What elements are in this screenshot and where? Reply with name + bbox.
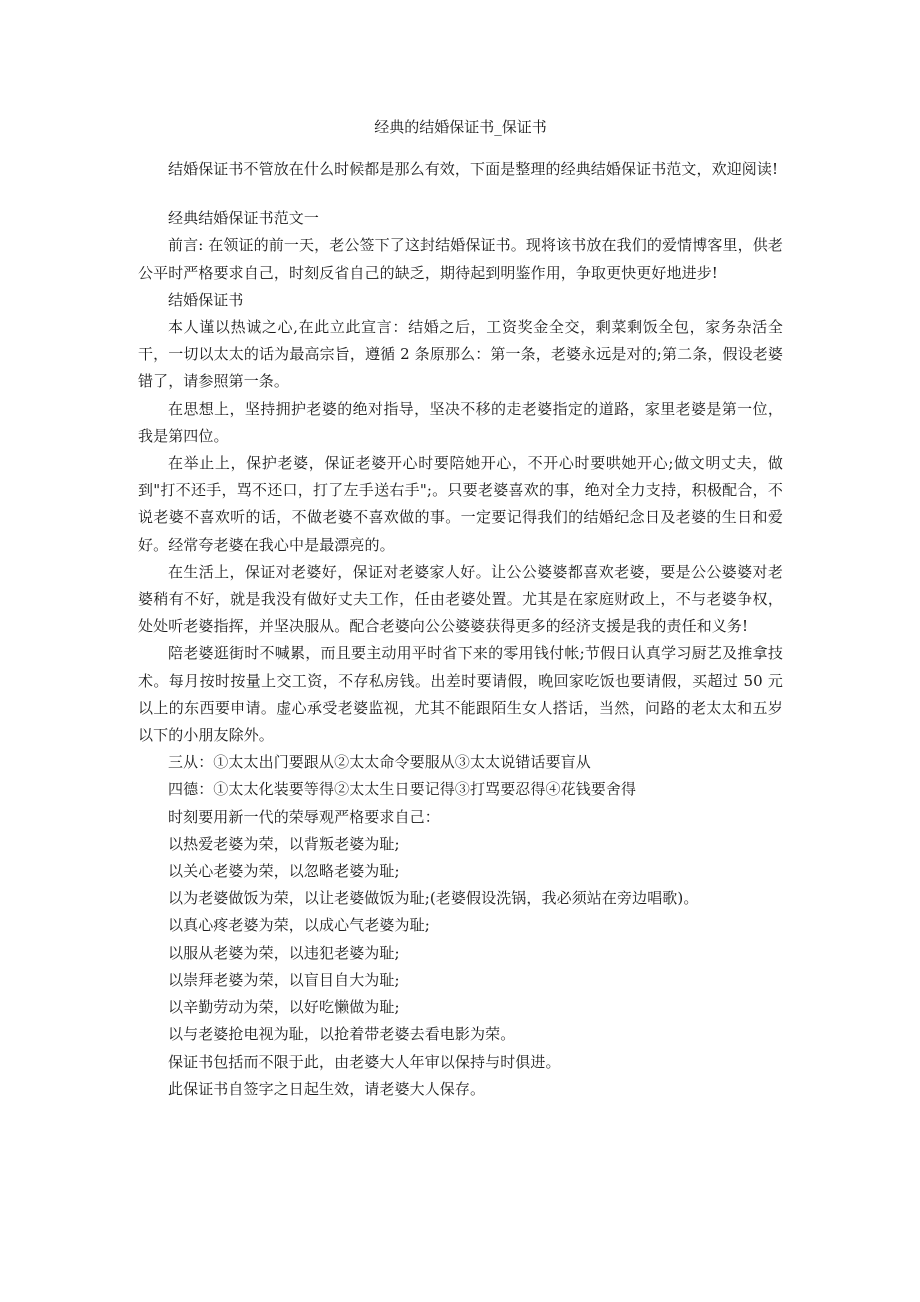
paragraph: 在思想上，坚持拥护老婆的绝对指导，坚决不移的走老婆指定的道路，家里老婆是第一位，我是第四位。 — [138, 399, 783, 445]
paragraph: 四德：①太太化装要等得②太太生日要记得③打骂要忍得④花钱要舍得 — [168, 780, 637, 799]
paragraph: 本人谨以热诚之心,在此立此宣言：结婚之后，工资奖金全交，剩菜剩饭全包，家务杂活全干，一切以太太的话为最高宗旨，遵循 2 条原那么：第一条，老婆永远是对的;第二条，假设老婆错了，请参照第一条。 — [138, 318, 783, 391]
paragraph: 以关心老婆为荣，以忽略老婆为耻; — [168, 862, 400, 881]
paragraph: 陪老婆逛街时不喊累，而且要主动用平时省下来的零用钱付帐;节假日认真学习厨艺及推拿技术。每月按时按量上交工资，不存私房钱。出差时要请假，晚回家吃饭也要请假，买超过 50 元以上的东西要申请。虚心承受老婆监视，尤其不能跟陌生女人搭话，当然，问路的老太太和五岁以下的小朋友除外。 — [138, 644, 783, 745]
paragraph: 以热爱老婆为荣，以背叛老婆为耻; — [168, 834, 400, 853]
spacer — [138, 183, 783, 205]
paragraph: 以真心疼老婆为荣，以成心气老婆为耻; — [168, 916, 430, 935]
paragraph: 以崇拜老婆为荣，以盲目自大为耻; — [168, 970, 400, 989]
intro-paragraph: 结婚保证书不管放在什么时候都是那么有效，下面是整理的经典结婚保证书范文，欢迎阅读! — [168, 160, 779, 178]
paragraph: 以服从老婆为荣，以违犯老婆为耻; — [168, 943, 400, 962]
paragraph: 在举止上，保护老婆，保证老婆开心时要陪她开心，不开心时要哄她开心;做文明丈夫，做到"打不还手，骂不还口，打了左手送右手";。只要老婆喜欢的事，绝对全力支持，积极配合，不说老婆不喜欢听的话，不做老婆不喜欢做的事。一定要记得我们的结婚纪念日及老婆的生日和爱好。经常夸老婆在我心中是最漂亮的。 — [138, 454, 783, 554]
paragraph: 以辛勤劳动为荣，以好吃懒做为耻; — [168, 998, 400, 1017]
section-title: 经典结婚保证书范文一 — [168, 209, 320, 228]
paragraph: 结婚保证书 — [168, 290, 244, 309]
paragraph: 以与老婆抢电视为耻，以抢着带老婆去看电影为荣。 — [168, 1025, 516, 1044]
paragraph: 保证书包括而不限于此，由老婆大人年审以保持与时俱进。 — [168, 1052, 561, 1071]
paragraph: 时刻要用新一代的荣辱观严格要求自己： — [168, 807, 440, 826]
paragraph: 此保证书自签字之日起生效，请老婆大人保存。 — [168, 1079, 486, 1098]
document-page — [138, 116, 783, 1103]
paragraph: 在生活上，保证对老婆好，保证对老婆家人好。让公公婆婆都喜欢老婆，要是公公婆婆对老婆稍有不好，就是我没有做好丈夫工作，任由老婆处置。尤其是在家庭财政上，不与老婆争权，处处听老婆指挥，并坚决服从。配合老婆向公公婆婆获得更多的经济支援是我的责任和义务! — [138, 562, 783, 636]
document-title: 经典的结婚保证书_保证书 — [374, 118, 547, 136]
paragraph: 三从：①太太出门要跟从②太太命令要服从③太太说错话要盲从 — [168, 753, 591, 772]
paragraph: 前言: 在领证的前一天，老公签下了这封结婚保证书。现将该书放在我们的爱情博客里，供老公平时严格要求自己，时刻反省自己的缺乏，期待起到明鉴作用，争取更快更好地进步! — [138, 236, 783, 282]
paragraph: 以为老婆做饭为荣，以让老婆做饭为耻;(老婆假设洗锅，我必须站在旁边唱歌)。 — [168, 889, 699, 908]
